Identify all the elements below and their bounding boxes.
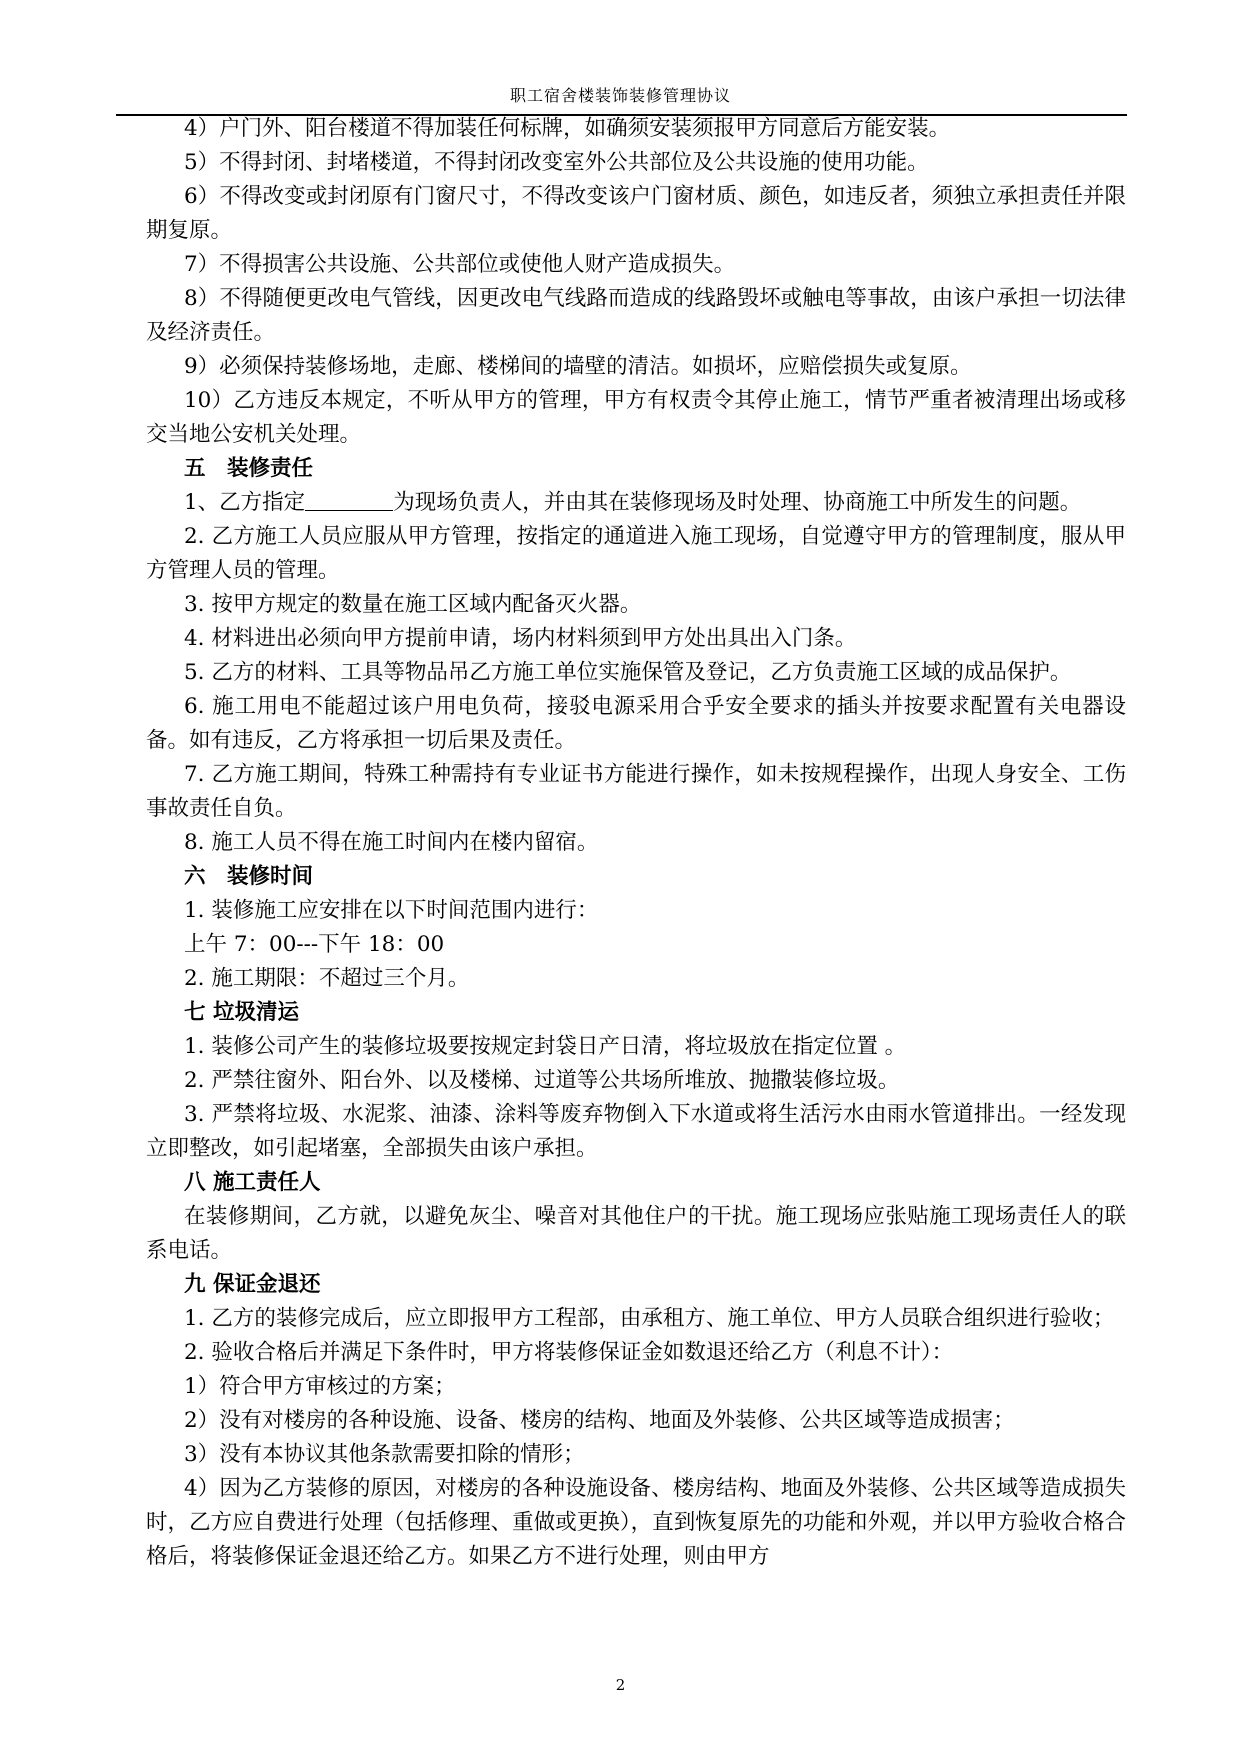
paragraph: 2. 验收合格后并满足下条件时，甲方将装修保证金如数退还给乙方（利息不计）：	[184, 1340, 954, 1365]
paragraph-text: 为现场负责人，并由其在装修现场及时处理、协商施工中所发生的问题。	[393, 490, 1082, 515]
paragraph: 3. 按甲方规定的数量在施工区域内配备灭火器。	[184, 592, 642, 617]
paragraph-with-blank	[146, 486, 1126, 520]
paragraph: 8）不得随便更改电气管线，因更改电气线路而造成的线路毁坏或触电等事故，由该户承担一切法律及经济责任。	[146, 286, 1126, 345]
document-body	[146, 112, 1126, 1574]
page-number: 2	[615, 1676, 626, 1694]
section-heading: 五 装修责任	[184, 456, 314, 481]
paragraph: 2. 乙方施工人员应服从甲方管理，按指定的通道进入施工现场，自觉遵守甲方的管理制度，服从甲方管理人员的管理。	[146, 524, 1126, 583]
paragraph: 上午 7：00---下午 18：00	[184, 932, 445, 957]
paragraph: 5. 乙方的材料、工具等物品吊乙方施工单位实施保管及登记，乙方负责施工区域的成品保护。	[184, 660, 1072, 685]
page-header-title: 职工宿舍楼装饰装修管理协议	[509, 86, 731, 105]
fill-in-blank	[305, 492, 393, 511]
paragraph: 9）必须保持装修场地，走廊、楼梯间的墙壁的清洁。如损坏，应赔偿损失或复原。	[184, 354, 972, 379]
paragraph: 4. 材料进出必须向甲方提前申请，场内材料须到甲方处出具出入门条。	[184, 626, 857, 651]
section-heading: 九 保证金退还	[184, 1272, 321, 1297]
paragraph: 2. 严禁往窗外、阳台外、以及楼梯、过道等公共场所堆放、抛撒装修垃圾。	[184, 1068, 900, 1093]
paragraph: 3. 严禁将垃圾、水泥浆、油漆、涂料等废弃物倒入下水道或将生活污水由雨水管道排出。一经发现立即整改，如引起堵塞，全部损失由该户承担。	[146, 1102, 1126, 1161]
paragraph: 6）不得改变或封闭原有门窗尺寸，不得改变该户门窗材质、颜色，如违反者，须独立承担责任并限期复原。	[146, 184, 1126, 243]
paragraph-text: 1、乙方指定	[184, 490, 306, 515]
paragraph: 2）没有对楼房的各种设施、设备、楼房的结构、地面及外装修、公共区域等造成损害；	[184, 1408, 1015, 1433]
paragraph: 2. 施工期限：不超过三个月。	[184, 966, 470, 991]
paragraph: 1. 装修公司产生的装修垃圾要按规定封袋日产日清，将垃圾放在指定位置 。	[184, 1034, 907, 1059]
section-heading: 八 施工责任人	[184, 1170, 321, 1195]
section-heading: 六 装修时间	[184, 864, 314, 889]
paragraph: 4）户门外、阳台楼道不得加装任何标牌，如确须安装须报甲方同意后方能安装。	[184, 116, 951, 141]
paragraph: 7. 乙方施工期间，特殊工种需持有专业证书方能进行操作，如未按规程操作，出现人身安全、工伤事故责任自负。	[146, 762, 1126, 821]
paragraph: 7）不得损害公共设施、公共部位或使他人财产造成损失。	[184, 252, 736, 277]
paragraph: 1）符合甲方审核过的方案；	[184, 1374, 456, 1399]
paragraph: 在装修期间，乙方就，以避免灰尘、噪音对其他住户的干扰。施工现场应张贴施工现场责任人的联系电话。	[146, 1204, 1126, 1263]
paragraph: 3）没有本协议其他条款需要扣除的情形；	[184, 1442, 585, 1467]
paragraph: 4）因为乙方装修的原因，对楼房的各种设施设备、楼房结构、地面及外装修、公共区域等造成损失时，乙方应自费进行处理（包括修理、重做或更换），直到恢复原先的功能和外观，并以甲方验收合格合格后，将装修保证金退还给乙方。如果乙方不进行处理，则由甲方	[146, 1476, 1126, 1569]
paragraph: 5）不得封闭、封堵楼道，不得封闭改变室外公共部位及公共设施的使用功能。	[184, 150, 929, 175]
paragraph: 1. 乙方的装修完成后，应立即报甲方工程部，由承租方、施工单位、甲方人员联合组织进行验收；	[184, 1306, 1115, 1331]
section-heading: 七 垃圾清运	[184, 1000, 299, 1025]
paragraph: 8. 施工人员不得在施工时间内在楼内留宿。	[184, 830, 599, 855]
paragraph: 6. 施工用电不能超过该户用电负荷，接驳电源采用合乎安全要求的插头并按要求配置有关电器设备。如有违反，乙方将承担一切后果及责任。	[146, 694, 1126, 753]
paragraph: 1. 装修施工应安排在以下时间范围内进行：	[184, 898, 599, 923]
paragraph: 10）乙方违反本规定，不听从甲方的管理，甲方有权责令其停止施工，情节严重者被清理出场或移交当地公安机关处理。	[146, 388, 1126, 447]
